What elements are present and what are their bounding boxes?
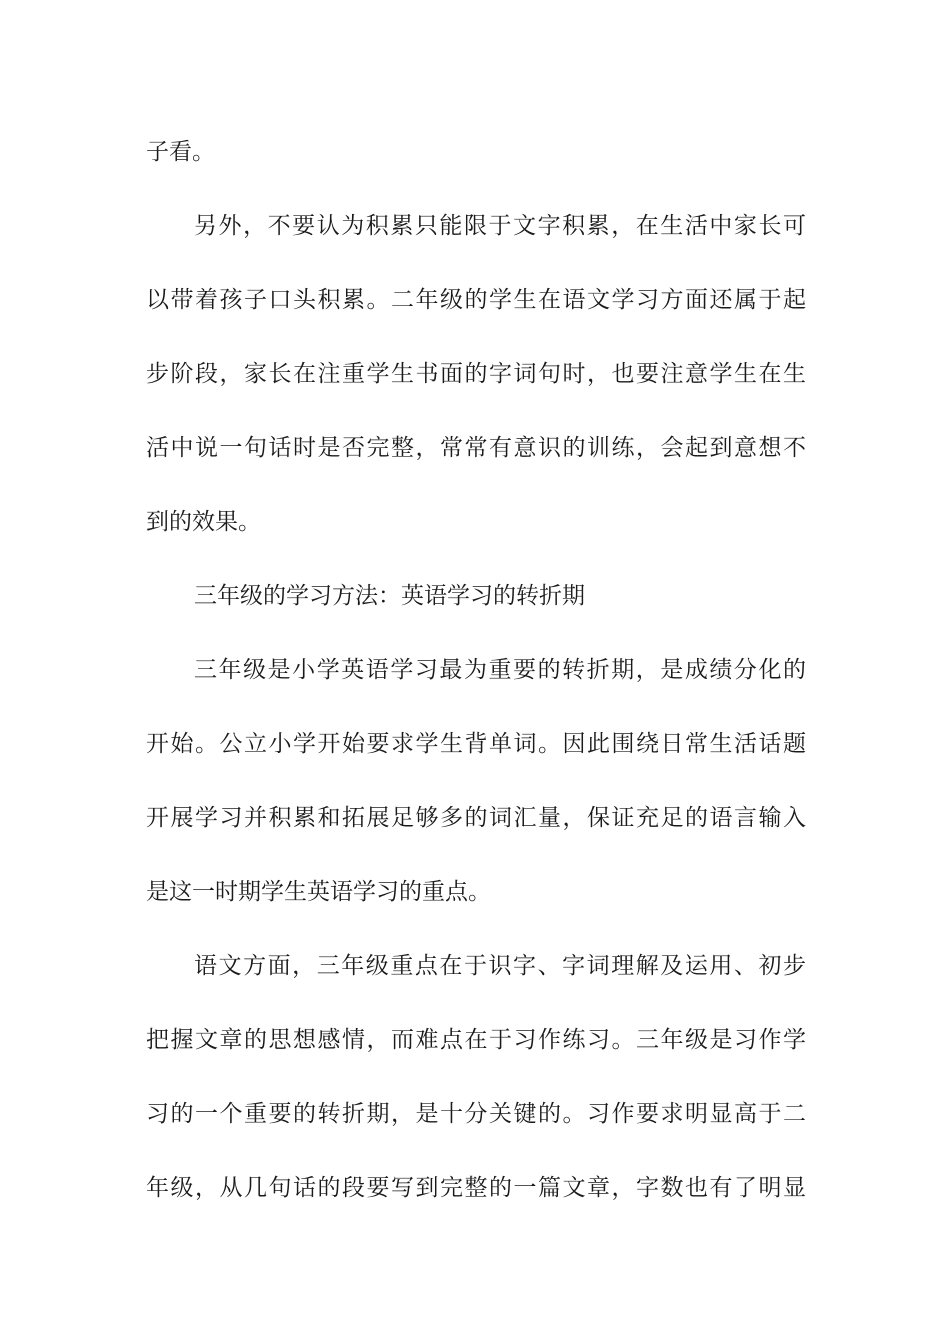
paragraph-first-line: 另外，不要认为积累只能限于文字积累，在生活中家长可 [194, 213, 806, 239]
paragraph-first-line: 语文方面，三年级重点在于识字、字词理解及运用、初步 [194, 953, 806, 979]
text-line: 年级，从几句话的段要写到完整的一篇文章，字数也有了明显 [146, 1175, 806, 1201]
text-line: 把握文章的思想感情，而难点在于习作练习。三年级是习作学 [146, 1027, 806, 1053]
text-line: 到的效果。 [146, 509, 261, 535]
text-line: 习的一个重要的转折期，是十分关键的。习作要求明显高于二 [146, 1101, 806, 1127]
text-line: 是这一时期学生英语学习的重点。 [146, 879, 491, 905]
text-line: 开展学习并积累和拓展足够多的词汇量，保证充足的语言输入 [146, 805, 806, 831]
section-heading: 三年级的学习方法：英语学习的转折期 [194, 583, 585, 609]
text-line: 步阶段，家长在注重学生书面的字词句时，也要注意学生在生 [146, 361, 806, 387]
text-line: 活中说一句话时是否完整，常常有意识的训练，会起到意想不 [146, 435, 806, 461]
paragraph-first-line: 三年级是小学英语学习最为重要的转折期，是成绩分化的 [194, 657, 806, 683]
text-line: 子看。 [146, 139, 215, 165]
text-line: 以带着孩子口头积累。二年级的学生在语文学习方面还属于起 [146, 287, 806, 313]
text-line: 开始。公立小学开始要求学生背单词。因此围绕日常生活话题 [146, 731, 806, 757]
